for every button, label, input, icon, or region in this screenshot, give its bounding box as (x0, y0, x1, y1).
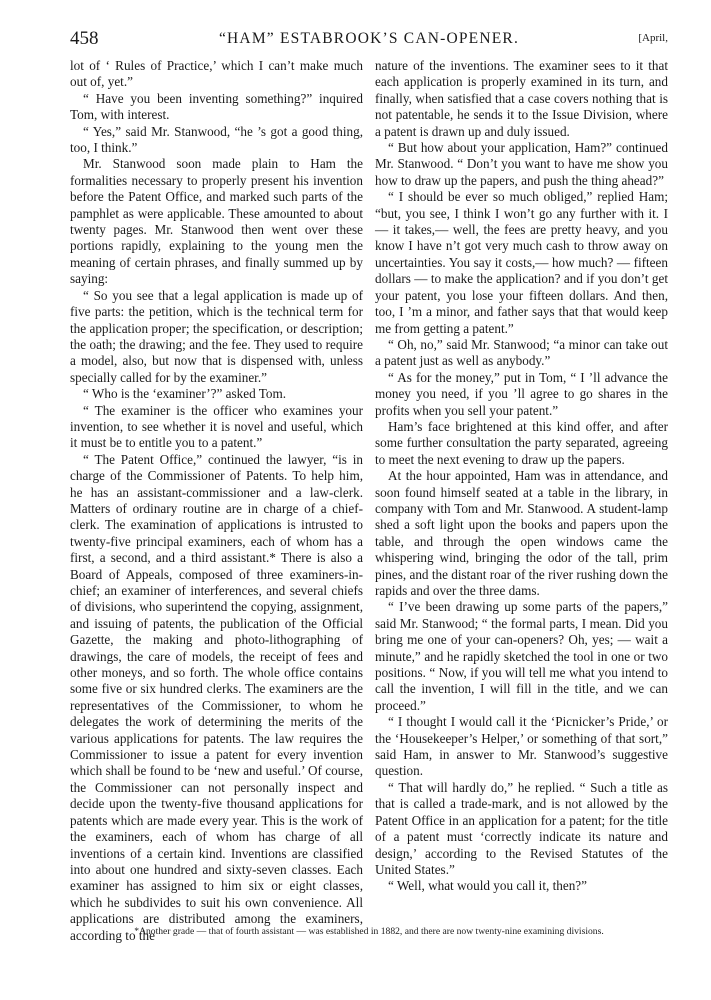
page-number: 458 (70, 28, 99, 49)
right-column (375, 58, 668, 944)
article-body (70, 58, 668, 944)
paragraph: “ Yes,” said Mr. Stanwood, “he ’s got a good thing, too, I think.” (70, 123, 363, 156)
paragraph: Mr. Stanwood soon made plain to Ham the formalities necessary to properly present his invention before the Patent Office, and marked such parts of the pamphlet as were applicable. These amounted to about twenty pages. Mr. Stanwood then went over these portions rapidly, explaining to the young men the meaning of certain phrases, and finally summed up by saying: (70, 156, 363, 287)
running-title: “HAM” ESTABROOK’S CAN-OPENER. (218, 30, 520, 47)
paragraph: “ I’ve been drawing up some parts of the papers,” said Mr. Stanwood; “ the formal parts, I mean. Did you bring me one of your can-openers? Oh, yes; — wait a minute,” and he rapidly sketched the tool in one or two positions. “ Now, if you will tell me what you intend to call the invention, I will fill in the title, and we can proceed.” (375, 599, 668, 713)
running-header (70, 28, 668, 54)
paragraph: “ So you see that a legal application is made up of five parts: the petition, which is the technical term for the application proper; the specification, or description; the oath; the drawing; and the fee. They used to require a model, also, but now that is dispensed with, unless specially called for by the examiner.” (70, 287, 363, 385)
paragraph: “ That will hardly do,” he replied. “ Such a title as that is called a trade-mark, and is not allowed by the Patent Office in an application for a patent; for the title of a patent must ‘correctly indicate its nature and design,’ according to the Revised Statutes of the United States.” (375, 779, 668, 877)
paragraph: lot of ‘ Rules of Practice,’ which I can’t make much out of, yet.” (70, 58, 363, 90)
paragraph: “ Oh, no,” said Mr. Stanwood; “a minor can take out a patent just as well as anybody.” (375, 336, 668, 369)
footnote: *Another grade — that of fourth assistant — was established in 1882, and there are now twenty-nine examining divisions. (134, 926, 604, 937)
paragraph: nature of the inventions. The examiner sees to it that each application is properly examined in its turn, and finally, when satisfied that a case covers nothing that is not patentable, he sends it to the Issue Division, where a patent is drawn up and duly issued. (375, 58, 668, 139)
issue-month: [April, (638, 32, 668, 44)
paragraph: “ The Patent Office,” continued the lawyer, “is in charge of the Commissioner of Patents. To help him, he has an assistant-commissioner and a law-clerk. Matters of ordinary routine are in charge of a chief-clerk. The examination of applications is intrusted to twenty-five principal examiners, each of whom has a first, a second, and a third assistant.* There is also a Board of Appeals, composed of three examiners-in-chief; an examiner of interferences, and several chiefs of divisions, who superintend the copying, assignment, and issuing of patents, the publication of the Official Gazette, the making and photo-lithographing of drawings, the care of models, the receipt of fees and other moneys, and so forth. The whole office contains some five or six hundred clerks. The examiners are the representatives of the Commissioner, to whom he delegates the work of determining the merits of the various applications for patents. The law requires the Commissioner to issue a patent for every invention which shall be found to be ‘new and useful.’ Of course, the Commissioner can not personally inspect and decide upon the twenty-five thousand applications for patents which are made every year. This is the work of the examiners, each of whom has charge of all inventions of a certain kind. Inventions are classified into about one hundred and sixty-seven classes. Each examiner has assigned to him six or eight classes, which he subdivides to suit his own convenience. All applications are distributed among the examiners, according to the (70, 451, 363, 943)
paragraph: “ But how about your application, Ham?” continued Mr. Stanwood. “ Don’t you want to have me show you how to draw up the papers, and push the thing ahead?” (375, 140, 668, 188)
left-column (70, 58, 363, 944)
paragraph: Ham’s face brightened at this kind offer, and after some further consultation the party separated, agreeing to meet the next evening to draw up the papers. (375, 418, 668, 467)
paragraph: At the hour appointed, Ham was in attendance, and soon found himself seated at a table in the library, in company with Tom and Mr. Stanwood. A student-lamp shed a soft light upon the books and papers upon the table, and through the open windows came the whispering wind, bringing the odor of the tall, prim pines, and the distant roar of the river rushing down the rapids and over the three dams. (375, 468, 668, 598)
paragraph: “ Who is the ‘examiner’?” asked Tom. (83, 386, 287, 402)
paragraph: “ Have you been inventing something?” inquired Tom, with interest. (70, 90, 363, 123)
paragraph: “ The examiner is the officer who examines your invention, to see whether it is novel and useful, which it must be to entitle you to a patent.” (70, 402, 363, 451)
paragraph: “ As for the money,” put in Tom, “ I ’ll advance the money you need, if you ’ll agree to go shares in the profits when you sell your patent.” (375, 369, 668, 418)
magazine-page (70, 28, 668, 988)
paragraph: “ I should be ever so much obliged,” replied Ham; “but, you see, I think I won’t go any further with it. I — it takes,— well, the fees are pretty heavy, and you know I have n’t got very much cash to throw away on uncertainties. You say it costs,— how much? — fifteen dollars — to make the application? and if you don’t get your patent, you lose your fifteen dollars. And then, too, I ’m a minor, and father says that that would keep me from getting a patent.” (375, 189, 668, 336)
paragraph: “ I thought I would call it the ‘Picnicker’s Pride,’ or the ‘Housekeeper’s Helper,’ or something of that sort,” said Ham, in answer to Mr. Stanwood’s suggestive question. (375, 714, 668, 779)
paragraph: “ Well, what would you call it, then?” (388, 878, 588, 894)
